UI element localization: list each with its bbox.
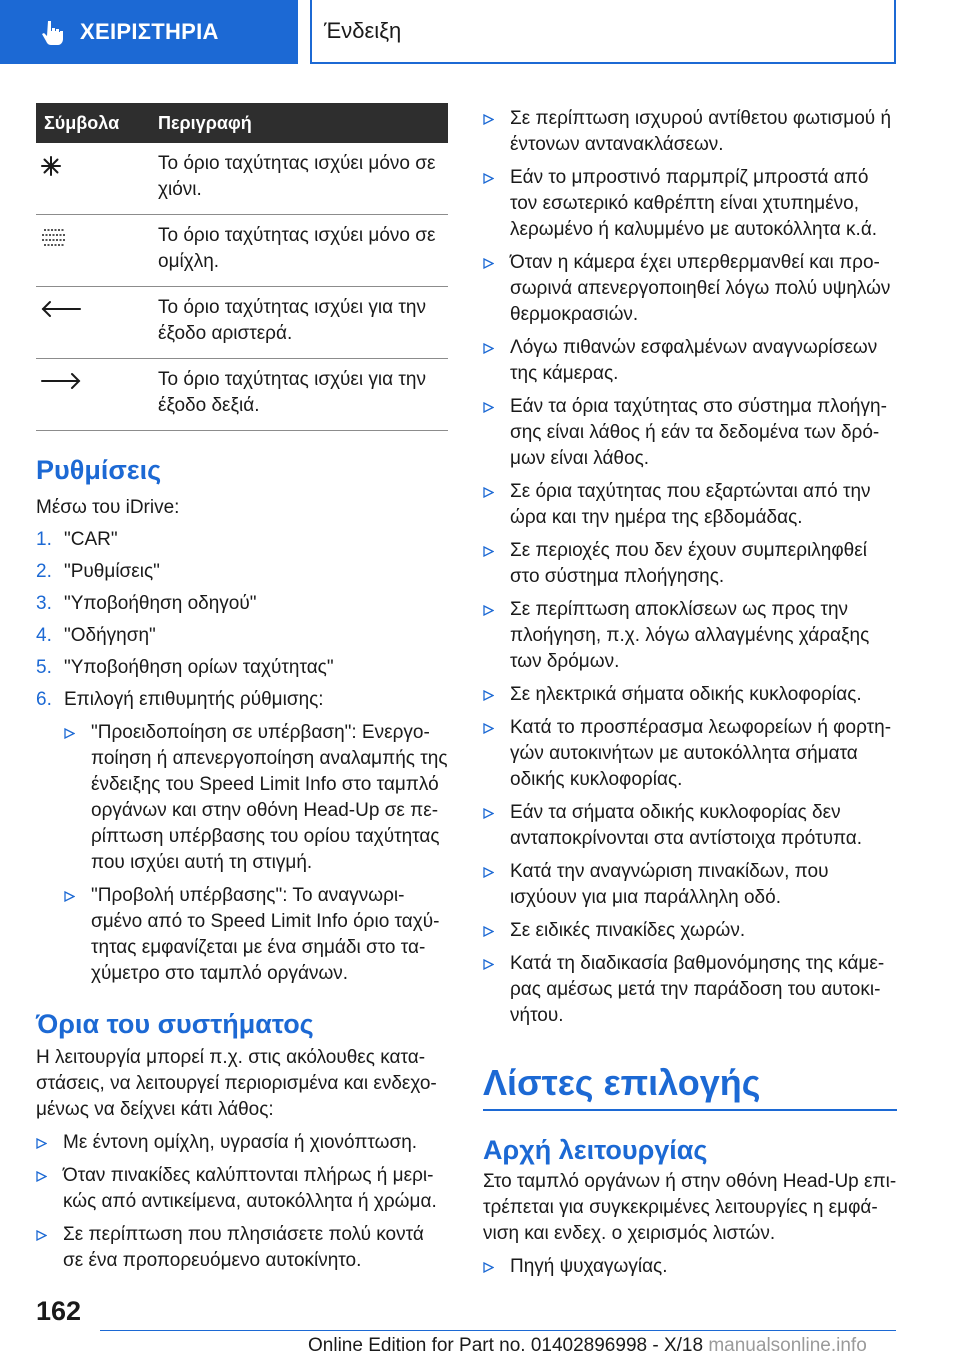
list-item: Σε περίπτωση ισχυρού αντίθετου φωτισμού ή έντονων αντανακλάσεων. (483, 106, 897, 158)
triangle-bullet-icon (483, 114, 494, 125)
right-column (483, 103, 897, 1280)
triangle-bullet-icon (483, 690, 494, 701)
list-item: Εάν τα σήματα οδικής κυκλοφορίας δεν ανταποκρίνονται στα αντίστοιχα πρότυπα. (483, 800, 897, 852)
list-item: 2. "Ρυθμίσεις" (36, 561, 160, 582)
list-item: 6. Επιλογή επιθυμητής ρύθμισης: (36, 689, 324, 710)
section-label: ΧΕΙΡΙΣΤΗΡΙΑ (80, 19, 219, 44)
list-item: Με έντονη ομίχλη, υγρασία ή χιονόπτωση. (36, 1130, 448, 1156)
triangle-bullet-icon (483, 343, 494, 354)
triangle-bullet-icon (483, 926, 494, 937)
triangle-bullet-icon (64, 891, 75, 902)
table-row (36, 143, 448, 215)
list-item: 1. "CAR" (36, 529, 118, 550)
arrow-left-icon (40, 299, 82, 319)
list-item: Εάν τα όρια ταχύτητας στο σύστημα πλοήγησης είναι λάθος ή εάν τα δεδομένα των δρόμων είναι λάθος. (483, 394, 897, 472)
list-item: Όταν πινακίδες καλύπτονται πλήρως ή μερικώς από αντικείμενα, αυτοκόλλητα ή χρώμα. (36, 1163, 448, 1215)
row-text: Το όριο ταχύτητας ισχύει για την έξοδο αριστερά. (158, 297, 426, 344)
list-item: Όταν η κάμερα έχει υπερθερμανθεί και προσωρινά απενεργοποιηθεί λόγω πολύ υψηλών θερμοκρασιών. (483, 250, 897, 328)
triangle-bullet-icon (483, 605, 494, 616)
list-item: Σε περίπτωση αποκλίσεων ως προς την πλοήγηση, π.χ. λόγω αλλαγμένης χάραξης των δρόμων. (483, 597, 897, 675)
heading-rule (483, 1109, 897, 1111)
edition-text: Online Edition for Part no. 01402896998 - X/18 (308, 1335, 704, 1356)
symbols-table-header (36, 103, 448, 143)
list-item: Σε περίπτωση που πλησιάσετε πολύ κοντά σε ένα προπορευόμενο αυτοκίνητο. (36, 1222, 448, 1274)
triangle-bullet-icon (483, 959, 494, 970)
list-item: 3. "Υποβοήθηση οδηγού" (36, 593, 257, 614)
triangle-bullet-icon (36, 1171, 47, 1182)
breadcrumb: Ένδειξη (310, 0, 896, 64)
triangle-bullet-icon (483, 402, 494, 413)
triangle-bullet-icon (483, 546, 494, 557)
table-row (36, 215, 448, 287)
triangle-bullet-icon (483, 723, 494, 734)
system-limits-list-right (483, 106, 897, 1029)
col-description-header: Περιγραφή (158, 112, 252, 133)
triangle-bullet-icon (36, 1138, 47, 1149)
triangle-bullet-icon (483, 1262, 494, 1273)
triangle-bullet-icon (483, 867, 494, 878)
list-item: 5. "Υποβοήθηση ορίων ταχύτητας" (36, 657, 334, 678)
triangle-bullet-icon (64, 728, 75, 739)
triangle-bullet-icon (483, 258, 494, 269)
list-item: "Προειδοποίηση σε υπέρβαση": Ενεργοποίηση ή απενεργοποίηση αναλαμπής της ένδειξης του Speed Limit Info στο ταμπλό οργάνων και στην οθόνη Head-Up σε περίπτωση υπέρβασης του ορίου ταχύτητας που ισχύει αυτή τη στιγμή. (64, 720, 448, 876)
selection-lists-heading: Λίστες επιλογής (483, 1062, 761, 1103)
snowflake-icon (40, 155, 62, 177)
list-item: Κατά την αναγνώριση πινακίδων, που ισχύουν για μια παράλληλη οδό. (483, 859, 897, 911)
section-tab[interactable] (0, 0, 298, 64)
system-limits-heading: Όρια του συστήματος (36, 1009, 314, 1039)
left-column (36, 103, 448, 1274)
footer-edition (308, 1335, 867, 1357)
system-limits-intro: Η λειτουργία μπορεί π.χ. στις ακόλουθες καταστάσεις, να λειτουργεί περιορισμένα και ενδεχομένως να δείχνει κάτι λάθος: (36, 1047, 437, 1120)
arrow-right-icon (40, 371, 82, 391)
list-item: Σε περιοχές που δεν έχουν συμπεριληφθεί στο σύστημα πλοήγησης. (483, 538, 897, 590)
settings-steps (36, 527, 448, 713)
list-item: Κατά το προσπέρασμα λεωφορείων ή φορτηγών αυτοκινήτων με αυτοκόλλητα σήματα οδικής κυκλοφορίας. (483, 715, 897, 793)
watermark-text: manualsonline.info (708, 1335, 867, 1356)
fog-icon (40, 227, 68, 249)
triangle-bullet-icon (483, 808, 494, 819)
list-item: Σε ηλεκτρικά σήματα οδικής κυκλοφορίας. (483, 682, 897, 708)
col-symbols-header: Σύμβολα (44, 112, 120, 133)
settings-heading: Ρυθμίσεις (36, 455, 162, 485)
list-item: Λόγω πιθανών εσφαλμένων αναγνωρίσεων της κάμερας. (483, 335, 897, 387)
list-item: Σε όρια ταχύτητας που εξαρτώνται από την ώρα και την ημέρα της εβδομάδας. (483, 479, 897, 531)
row-text: Το όριο ταχύτητας ισχύει για την έξοδο δεξιά. (158, 369, 426, 416)
list-item: Σε ειδικές πινακίδες χωρών. (483, 918, 897, 944)
table-row (36, 287, 448, 359)
list-item: Κατά τη διαδικασία βαθμονόμησης της κάμερας αμέσως μετά την παράδοση του αυτοκινήτου. (483, 951, 897, 1029)
triangle-bullet-icon (483, 487, 494, 498)
principle-intro: Στο ταμπλό οργάνων ή στην οθόνη Head-Up επιτρέπεται για συγκεκριμένες λειτουργίες η εμφάνιση και ενδεχ. ο χειρισμός λιστών. (483, 1171, 897, 1244)
list-item: 4. "Οδήγηση" (36, 625, 156, 646)
list-item: Πηγή ψυχαγωγίας. (483, 1254, 897, 1280)
settings-options (64, 720, 448, 987)
principle-heading: Αρχή λειτουργίας (483, 1135, 708, 1165)
row-text: Το όριο ταχύτητας ισχύει μόνο σε χιόνι. (158, 153, 436, 200)
list-item: "Προβολή υπέρβασης": Το αναγνωρισμένο από το Speed Limit Info όριο ταχύτητας εμφανίζεται με ένα σημάδι στο ταχύμετρο στο ταμπλό οργάνων. (64, 883, 448, 987)
table-row (36, 359, 448, 431)
settings-intro: Μέσω του iDrive: (36, 497, 180, 518)
system-limits-list-left (36, 1130, 448, 1274)
row-text: Το όριο ταχύτητας ισχύει μόνο σε ομίχλη. (158, 225, 436, 272)
hand-pointer-icon (40, 19, 66, 45)
list-item: Εάν το μπροστινό παρμπρίζ μπροστά από τον εσωτερικό καθρέπτη είναι χτυπημένο, λερωμένο ή καλυμμένο με αυτοκόλλητα κ.ά. (483, 165, 897, 243)
triangle-bullet-icon (483, 173, 494, 184)
triangle-bullet-icon (36, 1230, 47, 1241)
footer-rule (100, 1330, 896, 1331)
page-number: 162 (36, 1296, 82, 1326)
